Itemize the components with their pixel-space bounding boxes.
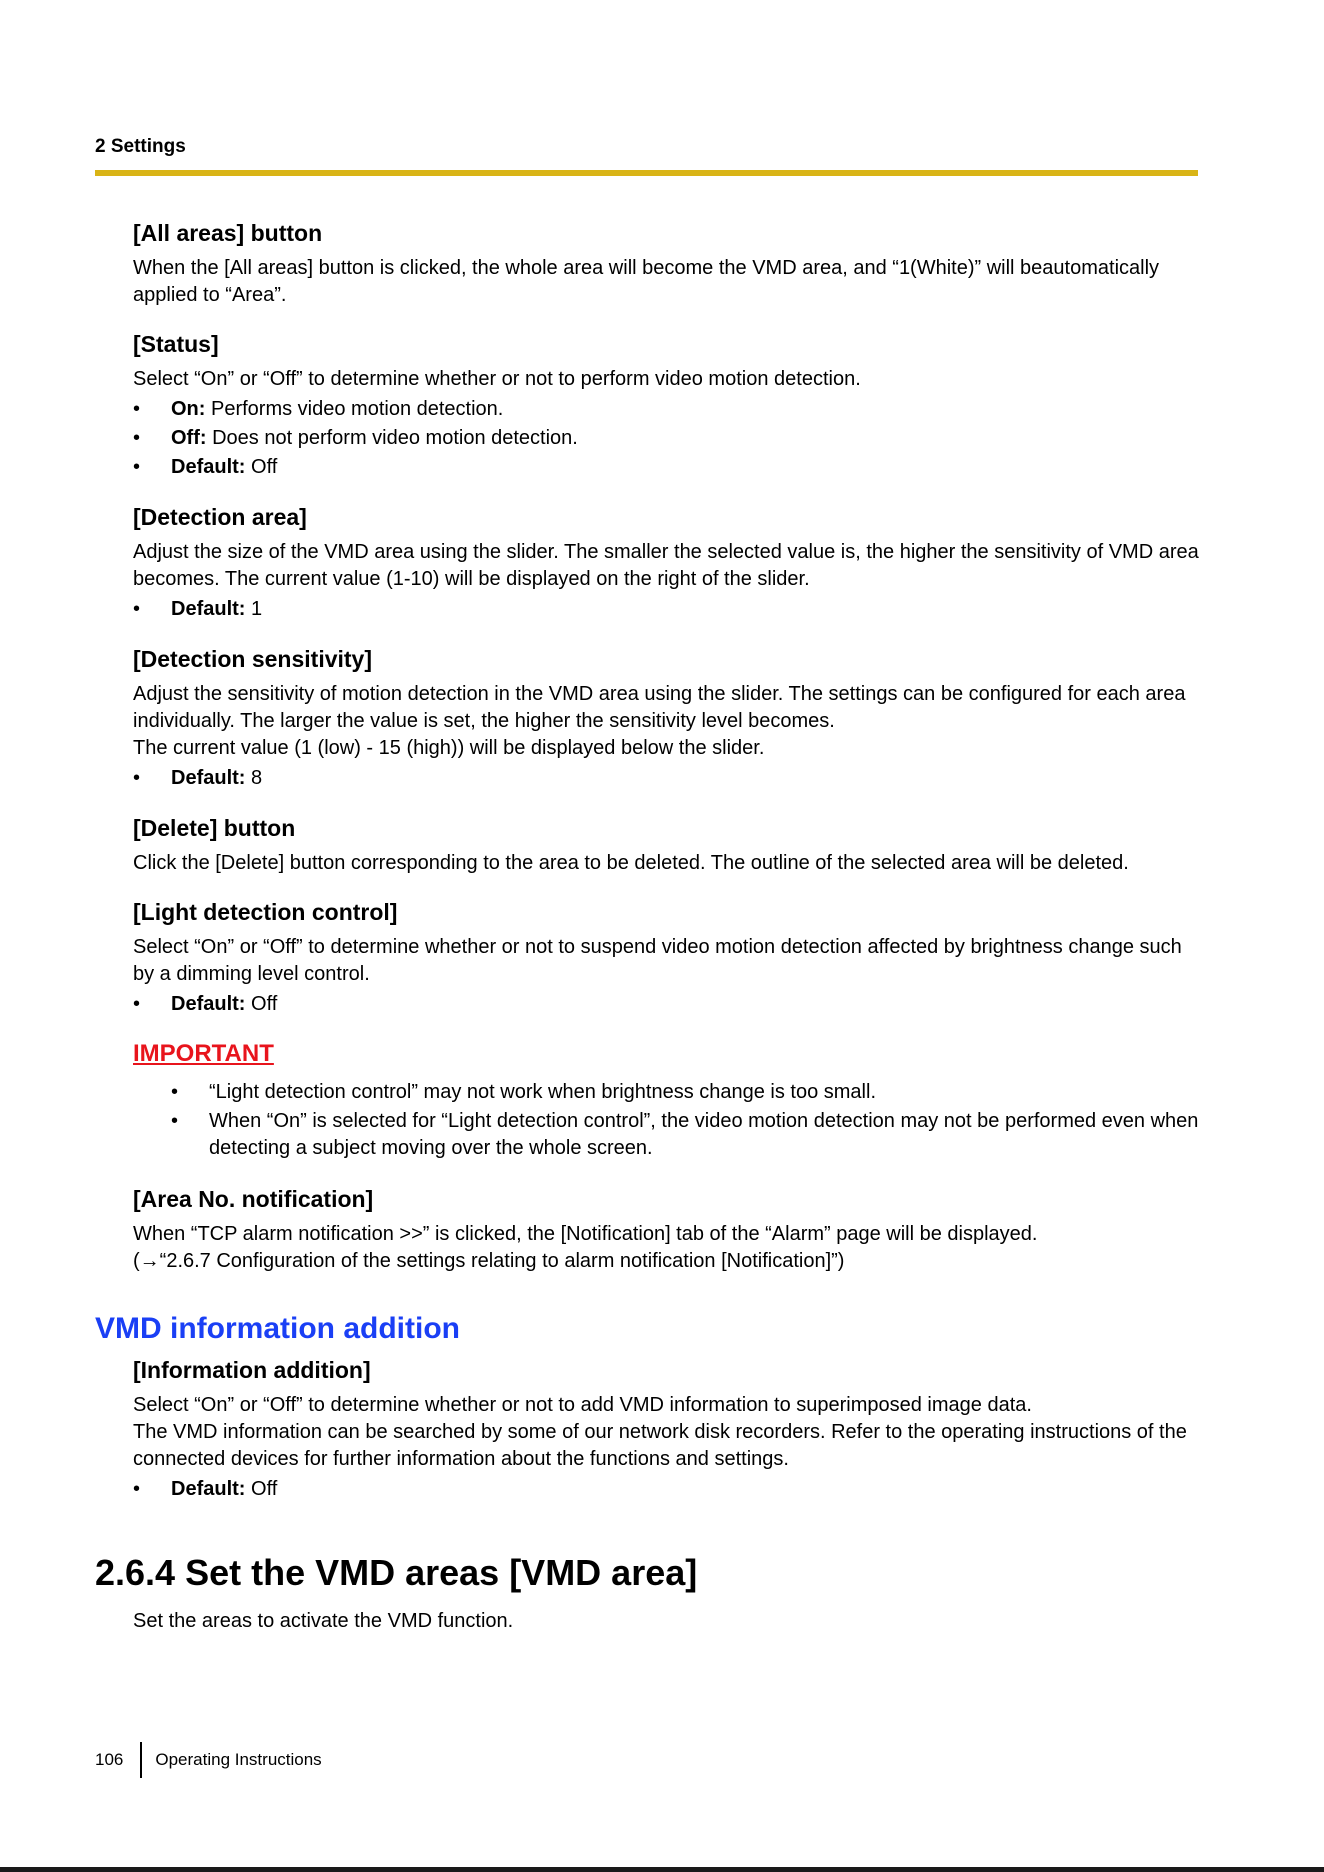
section-heading: 2.6.4 Set the VMD areas [VMD area]: [95, 1552, 698, 1593]
section-title: [All areas] button: [133, 220, 323, 246]
bullet-text: Off: [245, 993, 278, 1015]
bullet-label: Default:: [171, 767, 246, 789]
bullet-label: Off:: [171, 427, 207, 449]
page-bottom-border: [0, 1867, 1324, 1872]
section-text: Adjust the sensitivity of motion detection in the VMD area using the slider. The settings can be configured for each area individually. The larger the value is set, the higher the sensitivity level becomes.: [133, 683, 1186, 732]
main-content: [95, 218, 1205, 1635]
list-item: [133, 764, 1205, 793]
bullet-text: Off: [245, 456, 278, 478]
list-item: [171, 1108, 1205, 1162]
footer-divider: [140, 1742, 142, 1778]
bullet-text: Does not perform video motion detection.: [206, 427, 578, 449]
section-text: Click the [Delete] button corresponding to the area to be deleted. The outline of the selected area will be deleted.: [133, 852, 1129, 874]
page-footer: [95, 1742, 322, 1778]
bullet-text: 8: [245, 767, 263, 789]
section-text: Adjust the size of the VMD area using the slider. The smaller the selected value is, the higher the sensitivity of VMD area becomes. The current value (1-10) will be displayed on the right of the slider.: [133, 541, 1199, 590]
bullet-icon: •: [133, 456, 141, 478]
bullet-label: On:: [171, 398, 206, 420]
bullet-text: 1: [245, 598, 263, 620]
chapter-header: 2 Settings: [95, 136, 186, 157]
list-item: [171, 1079, 1205, 1106]
section-264-intro: [133, 1608, 1205, 1635]
bullet-list: [133, 990, 1205, 1019]
bullet-list: [133, 595, 1205, 624]
list-item: [133, 424, 1205, 453]
list-item: [133, 453, 1205, 482]
section-delete: [133, 813, 1205, 877]
bullet-list: [133, 1475, 1205, 1504]
section-text: When “TCP alarm notification >>” is clicked, the [Notification] tab of the “Alarm” page will be displayed.: [133, 1223, 1038, 1245]
section-text: Select “On” or “Off” to determine whether or not to add VMD information to superimposed image data.: [133, 1394, 1032, 1416]
bullet-icon: •: [133, 1478, 141, 1500]
section-area-notification: [133, 1184, 1205, 1275]
bullet-list: [133, 395, 1205, 482]
bullet-icon: •: [133, 598, 141, 620]
subsection-heading: VMD information addition: [95, 1312, 460, 1345]
section-title: [Light detection control]: [133, 899, 398, 925]
cross-reference-link[interactable]: (→“2.6.7 Configuration of the settings relating to alarm notification [Notification]”): [133, 1250, 845, 1272]
bullet-icon: •: [171, 1110, 179, 1132]
bullet-list: [133, 764, 1205, 793]
bullet-icon: •: [133, 767, 141, 789]
bullet-text: Performs video motion detection.: [205, 398, 504, 420]
footer-label: Operating Instructions: [155, 1750, 322, 1769]
list-item: [133, 1475, 1205, 1504]
header-rule: [95, 170, 1198, 176]
section-title: [Status]: [133, 331, 219, 357]
important-title: IMPORTANT: [133, 1040, 274, 1067]
list-item: [133, 395, 1205, 424]
section-text: Set the areas to activate the VMD function.: [133, 1610, 514, 1632]
section-all-areas: [133, 218, 1205, 309]
bullet-icon: •: [171, 1081, 179, 1103]
important-item-text: When “On” is selected for “Light detection control”, the video motion detection may not be performed even when detecting a subject moving over the whole screen.: [209, 1110, 1199, 1159]
section-text: Select “On” or “Off” to determine whether or not to suspend video motion detection affected by brightness change such by a dimming level control.: [133, 936, 1182, 985]
section-text: When the [All areas] button is clicked, the whole area will become the VMD area, and “1(White)” will beautomatically applied to “Area”.: [133, 257, 1160, 306]
section-detection-area: [133, 502, 1205, 624]
section-detection-sensitivity: [133, 644, 1205, 793]
bullet-label: Default:: [171, 456, 246, 478]
section-text: The VMD information can be searched by some of our network disk recorders. Refer to the operating instructions of the connected devices for further information about the functions and settings.: [133, 1421, 1187, 1470]
bullet-label: Default:: [171, 993, 246, 1015]
bullet-icon: •: [133, 993, 141, 1015]
list-item: [133, 990, 1205, 1019]
section-title: [Detection area]: [133, 504, 307, 530]
bullet-icon: •: [133, 427, 141, 449]
section-information-addition: [133, 1355, 1205, 1504]
bullet-icon: •: [133, 398, 141, 420]
section-text: The current value (1 (low) - 15 (high)) will be displayed below the slider.: [133, 737, 765, 759]
section-title: [Information addition]: [133, 1357, 371, 1383]
bullet-label: Default:: [171, 1478, 246, 1500]
important-note: [133, 1039, 1205, 1162]
section-text: Select “On” or “Off” to determine whether or not to perform video motion detection.: [133, 368, 861, 390]
section-title: [Detection sensitivity]: [133, 646, 372, 672]
important-list: [133, 1079, 1205, 1162]
section-title: [Delete] button: [133, 815, 296, 841]
section-title: [Area No. notification]: [133, 1186, 374, 1212]
bullet-text: Off: [245, 1478, 278, 1500]
list-item: [133, 595, 1205, 624]
page-number: 106: [95, 1750, 124, 1769]
important-item-text: “Light detection control” may not work when brightness change is too small.: [209, 1081, 877, 1103]
bullet-label: Default:: [171, 598, 246, 620]
section-light-detection: [133, 897, 1205, 1019]
section-status: [133, 329, 1205, 482]
